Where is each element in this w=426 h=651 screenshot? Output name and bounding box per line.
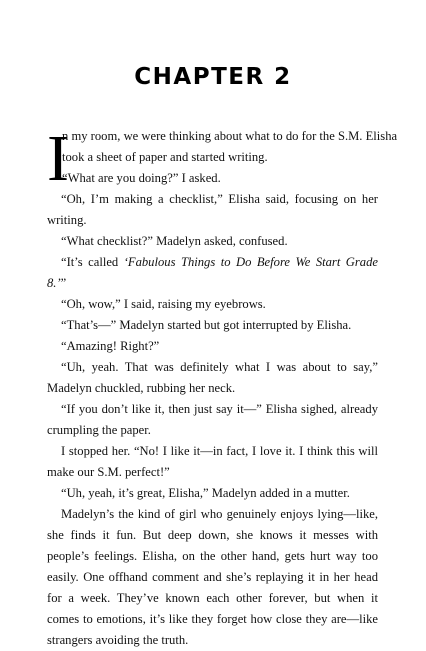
paragraph-stopped-her: I stopped her. “No! I like it—in fact, I love it. I think this will make our S.M. perfect!” xyxy=(47,444,378,479)
paragraph-madelyn-kind: Madelyn’s the kind of girl who genuinely enjoys lying—like, she finds it fun. But deep down, she knows it messes with people’s feelings. Elisha, on the other hand, gets hurt way too easily. One offhand comment and she’s replaying it in her head for a week. They’ve known each other forever, but when it comes to emotions, it’s like they forget how close they are—like strangers avoiding the truth. xyxy=(47,507,378,647)
paragraph-amazing: “Amazing! Right?” xyxy=(61,339,160,353)
checklist-title: ‘Fabulous Things to Do Before We Start Grade 8.’ xyxy=(47,255,378,290)
paragraph-its-called xyxy=(47,252,378,294)
paragraph-uh-yeah: “Uh, yeah. That was definitely what I was about to say,” Madelyn chuckled, rubbing her neck. xyxy=(47,360,378,395)
opening-line-1: n my room, we were thinking about what to do for the S.M. Elisha xyxy=(62,129,398,143)
paragraph-checklist: “Oh, I’m making a checklist,” Elisha said, focusing on her writing. xyxy=(47,192,378,227)
opening-paragraph xyxy=(47,122,398,195)
drop-cap: I xyxy=(47,122,69,195)
opening-lines xyxy=(47,122,398,195)
paragraph-oh-wow: “Oh, wow,” I said, raising my eyebrows. xyxy=(61,297,266,311)
paragraph-its-called-before: “It’s called xyxy=(61,255,124,269)
paragraph-if-you-dont: “If you don’t like it, then just say it—” Elisha sighed, already crumpling the paper. xyxy=(47,402,378,437)
chapter-title: CHAPTER 2 xyxy=(134,64,292,90)
opening-line-3: “What are you doing?” I asked. xyxy=(62,171,221,185)
chapter-body xyxy=(47,122,398,651)
paragraph-its-great: “Uh, yeah, it’s great, Elisha,” Madelyn added in a mutter. xyxy=(61,486,350,500)
opening-line-2: took a sheet of paper and started writing. xyxy=(62,150,268,164)
paragraph-what-checklist: “What checklist?” Madelyn asked, confused. xyxy=(61,234,288,248)
paragraph-its-called-after: ” xyxy=(60,276,67,290)
paragraph-thats: “That’s—” Madelyn started but got interrupted by Elisha. xyxy=(61,318,352,332)
